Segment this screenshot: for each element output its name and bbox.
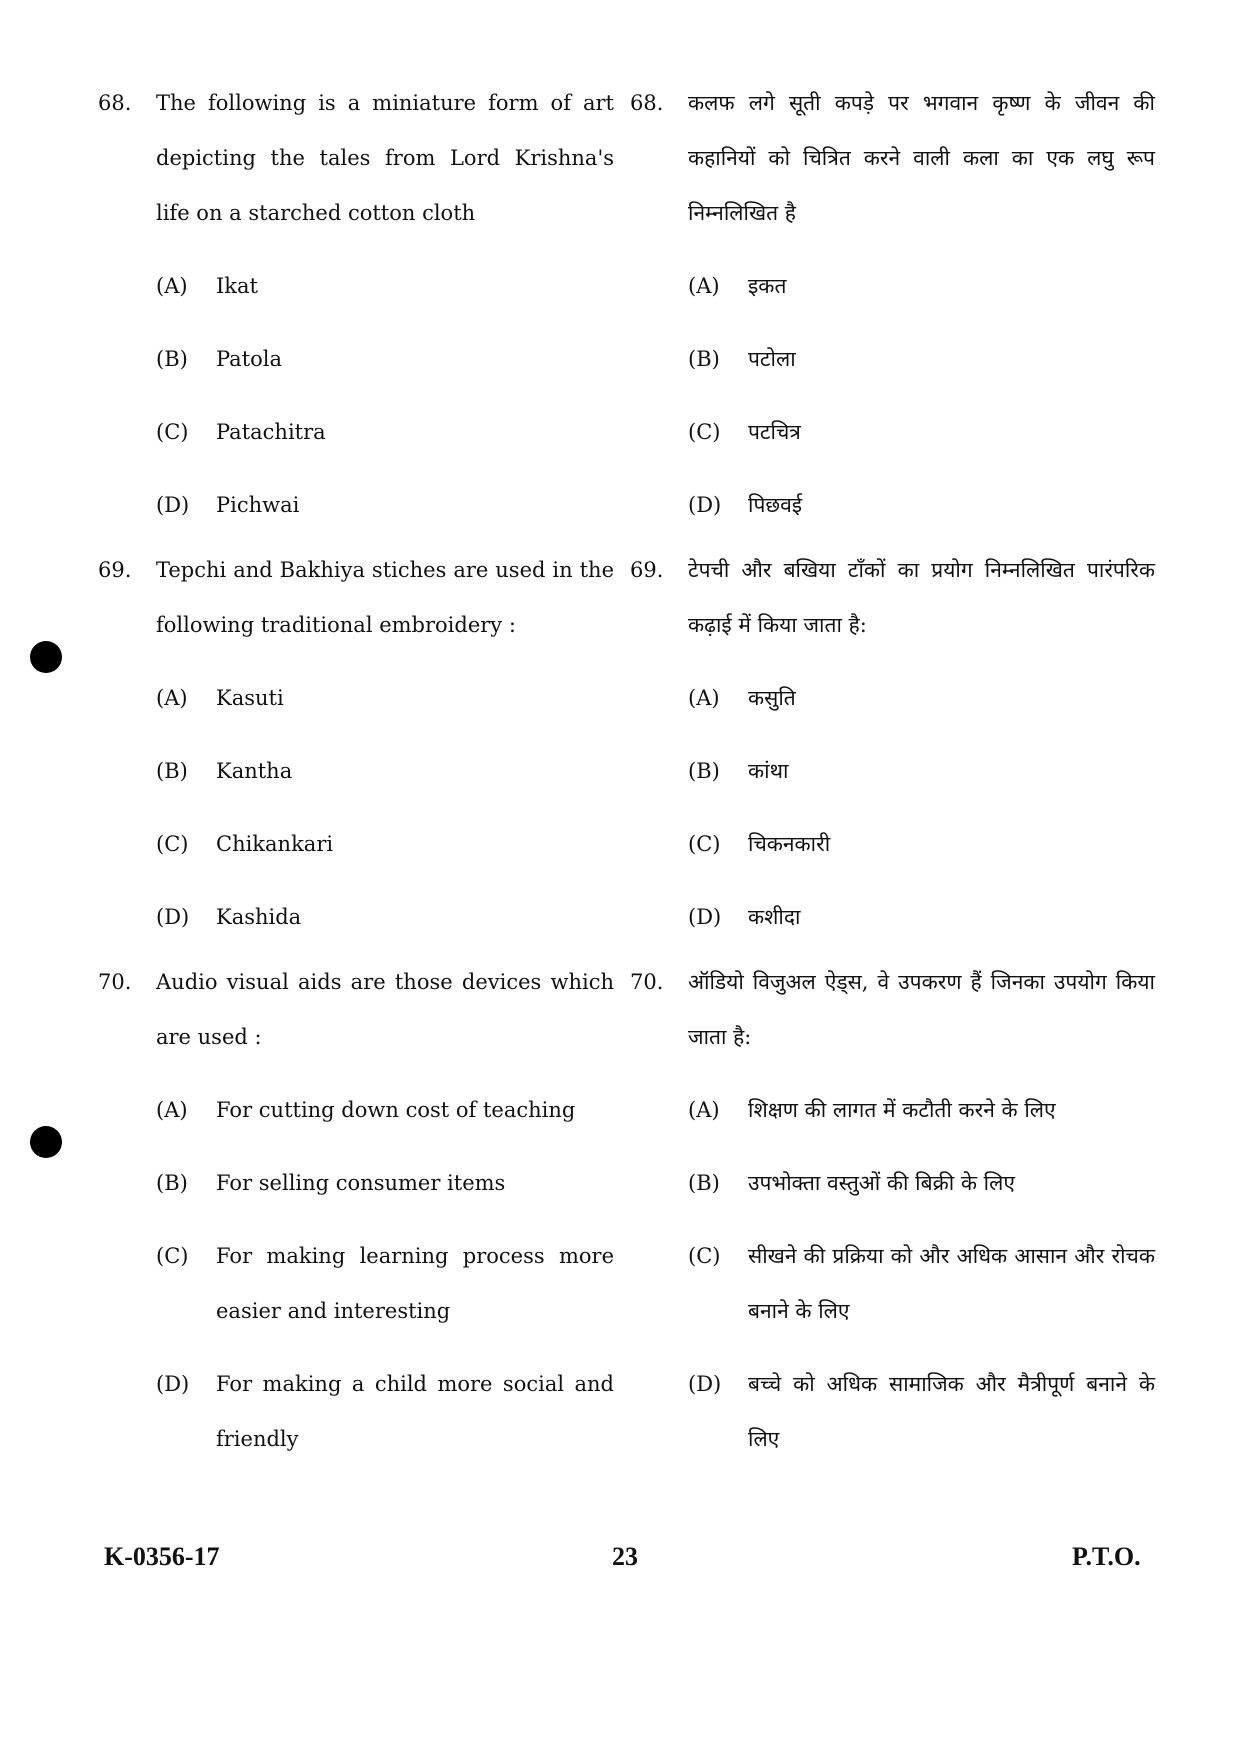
option-d [156,890,614,945]
option-label: (D) [156,905,190,929]
option-text: Kantha [216,759,293,783]
option-label: (A) [156,686,188,710]
option-text: पटोला [748,347,796,371]
option-text: For making a child more social and friendly [216,1372,614,1451]
question-text: Audio visual aids are those devices which are used : [156,970,614,1049]
option-label: (C) [688,1244,721,1268]
option-text: उपभोक्ता वस्तुओं की बिक्री के लिए [748,1171,1015,1195]
option-label: (B) [688,347,720,371]
option-label: (A) [688,274,720,298]
option-label: (B) [156,347,188,371]
question-70-en [98,955,614,1467]
question-68-en [98,76,614,533]
option-b [156,1156,614,1211]
option-text: For making learning process more easier and interesting [216,1244,614,1323]
question-number: 70. [98,970,132,994]
option-text: Patachitra [216,420,326,444]
option-label: (D) [688,1372,722,1396]
option-b [688,744,1155,799]
option-text: इकत [748,274,787,298]
question-69-hi [630,543,1155,945]
option-c [156,1229,614,1339]
option-b [156,332,614,387]
question-number: 70. [630,970,664,994]
option-label: (B) [688,1171,720,1195]
option-a [156,1083,614,1138]
question-text: टेपची और बखिया टाँकों का प्रयोग निम्नलिखित पारंपरिक कढ़ाई में किया जाता है: [688,558,1155,637]
option-text: बच्चे को अधिक सामाजिक और मैत्रीपूर्ण बनाने के लिए [748,1372,1155,1451]
option-text: कशीदा [748,905,801,929]
option-label: (D) [688,905,722,929]
option-text: Kasuti [216,686,284,710]
option-d [688,1357,1155,1467]
option-c [688,405,1155,460]
option-d [688,478,1155,533]
punch-hole-mark [30,1126,62,1158]
option-label: (B) [688,759,720,783]
option-b [688,1156,1155,1211]
option-label: (C) [156,832,189,856]
option-a [688,259,1155,314]
option-c [156,817,614,872]
paper-code: K-0356-17 [104,1542,220,1571]
question-text: The following is a miniature form of art depicting the tales from Lord Krishna's life on a starched cotton cloth [156,91,614,225]
question-text: Tepchi and Bakhiya stiches are used in the following traditional embroidery : [156,558,614,637]
option-c [156,405,614,460]
option-text: For selling consumer items [216,1171,506,1195]
option-a [156,671,614,726]
question-69-en [98,543,614,945]
option-label: (B) [156,759,188,783]
option-label: (B) [156,1171,188,1195]
option-label: (C) [688,832,721,856]
option-text: Patola [216,347,283,371]
option-c [688,1229,1155,1339]
option-label: (D) [688,493,722,517]
question-number: 69. [98,558,132,582]
option-label: (D) [156,1372,190,1396]
option-text: शिक्षण की लागत में कटौती करने के लिए [748,1098,1056,1122]
question-70-hi [630,955,1155,1467]
option-text: Kashida [216,905,302,929]
option-label: (C) [688,420,721,444]
option-text: Chikankari [216,832,334,856]
page-number: 23 [612,1542,638,1571]
option-label: (C) [156,1244,189,1268]
option-text: चिकनकारी [748,832,831,856]
option-text: पटचित्र [748,420,801,444]
question-68-hi [630,76,1155,533]
option-label: (A) [688,1098,720,1122]
question-number: 68. [98,91,132,115]
option-a [688,1083,1155,1138]
question-number: 69. [630,558,664,582]
option-a [156,259,614,314]
option-c [688,817,1155,872]
option-label: (D) [156,493,190,517]
hindi-column [630,76,1155,1467]
option-a [688,671,1155,726]
option-text: पिछवई [748,493,803,517]
option-label: (C) [156,420,189,444]
option-text: कांथा [748,759,789,783]
option-d [688,890,1155,945]
option-text: कसुति [748,686,796,710]
punch-hole-mark [30,641,62,673]
question-text: ऑडियो विजुअल ऐड्स, वे उपकरण हैं जिनका उपयोग किया जाता है: [688,970,1155,1049]
option-text: सीखने की प्रक्रिया को और अधिक आसान और रोचक बनाने के लिए [748,1244,1155,1323]
option-label: (A) [156,1098,188,1122]
please-turn-over: P.T.O. [1072,1542,1141,1571]
option-b [688,332,1155,387]
question-text: कलफ लगे सूती कपड़े पर भगवान कृष्ण के जीवन की कहानियों को चित्रित करने वाली कला का एक लघु रूप निम्नलिखित है [688,91,1155,225]
english-column [98,76,614,1467]
option-text: Ikat [216,274,258,298]
option-text: For cutting down cost of teaching [216,1098,576,1122]
option-label: (A) [156,274,188,298]
option-text: Pichwai [216,493,300,517]
option-d [156,1357,614,1467]
option-label: (A) [688,686,720,710]
question-number: 68. [630,91,664,115]
option-d [156,478,614,533]
option-b [156,744,614,799]
